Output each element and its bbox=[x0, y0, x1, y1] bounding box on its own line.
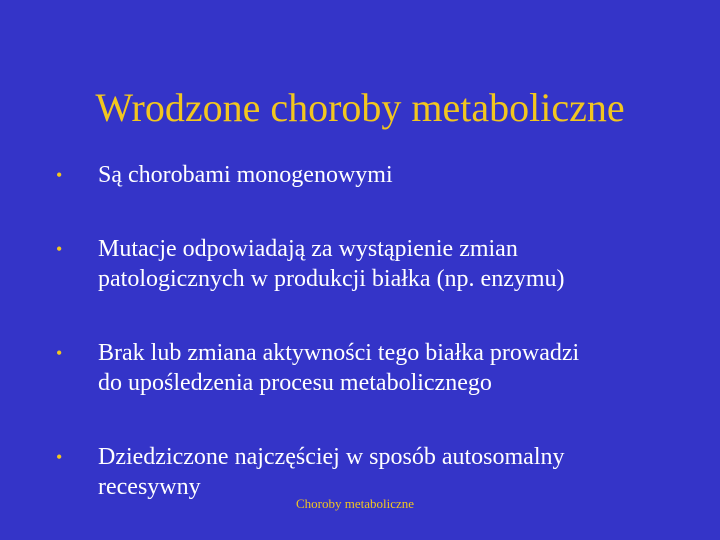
bullet-text bbox=[98, 160, 698, 190]
slide-title: Wrodzone choroby metaboliczne bbox=[95, 85, 625, 130]
bullet-text bbox=[98, 442, 698, 502]
bullet-line: recesywny bbox=[98, 474, 201, 500]
bullet-line: do upośledzenia procesu metabolicznego bbox=[98, 370, 492, 396]
bullet-dot-icon: • bbox=[56, 165, 63, 185]
slide-footer: Choroby metaboliczne bbox=[296, 496, 415, 511]
bullet-line: patologicznych w produkcji białka (np. enzymu) bbox=[98, 266, 565, 292]
bullet-dot-icon: • bbox=[56, 239, 63, 259]
bullet-line: Mutacje odpowiadają za wystąpienie zmian bbox=[98, 236, 518, 262]
bullet-dot-icon: • bbox=[56, 447, 63, 467]
bullet-dot-icon: • bbox=[56, 343, 63, 363]
bullet-line: Brak lub zmiana aktywności tego białka prowadzi bbox=[98, 340, 580, 366]
bullet-text bbox=[98, 234, 698, 294]
bullet-line: Dziedziczone najczęściej w sposób autosomalny bbox=[98, 444, 565, 470]
bullet-line: Są chorobami monogenowymi bbox=[98, 162, 393, 188]
bullet-text bbox=[98, 338, 698, 398]
